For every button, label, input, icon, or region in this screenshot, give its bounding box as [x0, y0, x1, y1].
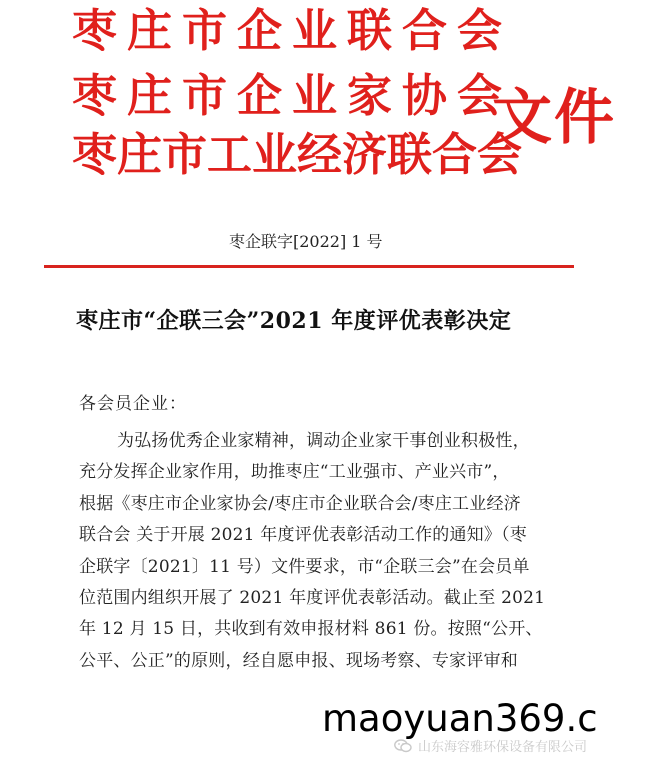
- body-line: 位范围内组织开展了 2021 年度评优表彰活动。截止至 2021: [79, 587, 546, 608]
- body-line: 联合会 关于开展 2021 年度评优表彰活动工作的通知》（枣: [79, 525, 527, 546]
- body-line: 充分发挥企业家作用，助推枣庄“工业强市、产业兴市”，: [79, 462, 510, 483]
- body-line: 年 12 月 15 日，共收到有效申报材料 861 份。按照“公开、: [79, 619, 543, 640]
- body-line: 为弘扬优秀企业家精神，调动企业家干事创业积极性，: [117, 431, 530, 451]
- body-line: 企联字〔2021〕11 号）文件要求，市“企联三会”在会员单: [79, 556, 530, 577]
- document-title: 枣庄市“企联三会”2021 年度评优表彰决定: [76, 308, 512, 334]
- body-line: 公平、公正”的原则，经自愿申报、现场考察、专家评审和: [79, 650, 518, 671]
- body-text: [79, 426, 579, 677]
- source-tag-label: 山东海容雅环保设备有限公司: [418, 740, 588, 755]
- watermark-text: maoyuan369.c: [322, 697, 598, 740]
- issuer-name-3: 枣庄市工业经济联合会: [72, 128, 523, 181]
- salutation: 各会员企业：: [79, 394, 187, 414]
- document-number: 枣企联字[2022] 1 号: [229, 232, 383, 251]
- body-line: 根据《枣庄市企业家协会/枣庄市企业联合会/枣庄工业经济: [79, 493, 521, 514]
- issuer-name-1: 枣庄市企业联合会: [72, 4, 513, 57]
- source-tag: [394, 736, 587, 755]
- document-word: 文件: [492, 83, 616, 153]
- wechat-icon: [394, 739, 412, 753]
- issuer-name-2: 枣庄市企业家协会: [72, 69, 513, 122]
- red-divider: [44, 265, 574, 268]
